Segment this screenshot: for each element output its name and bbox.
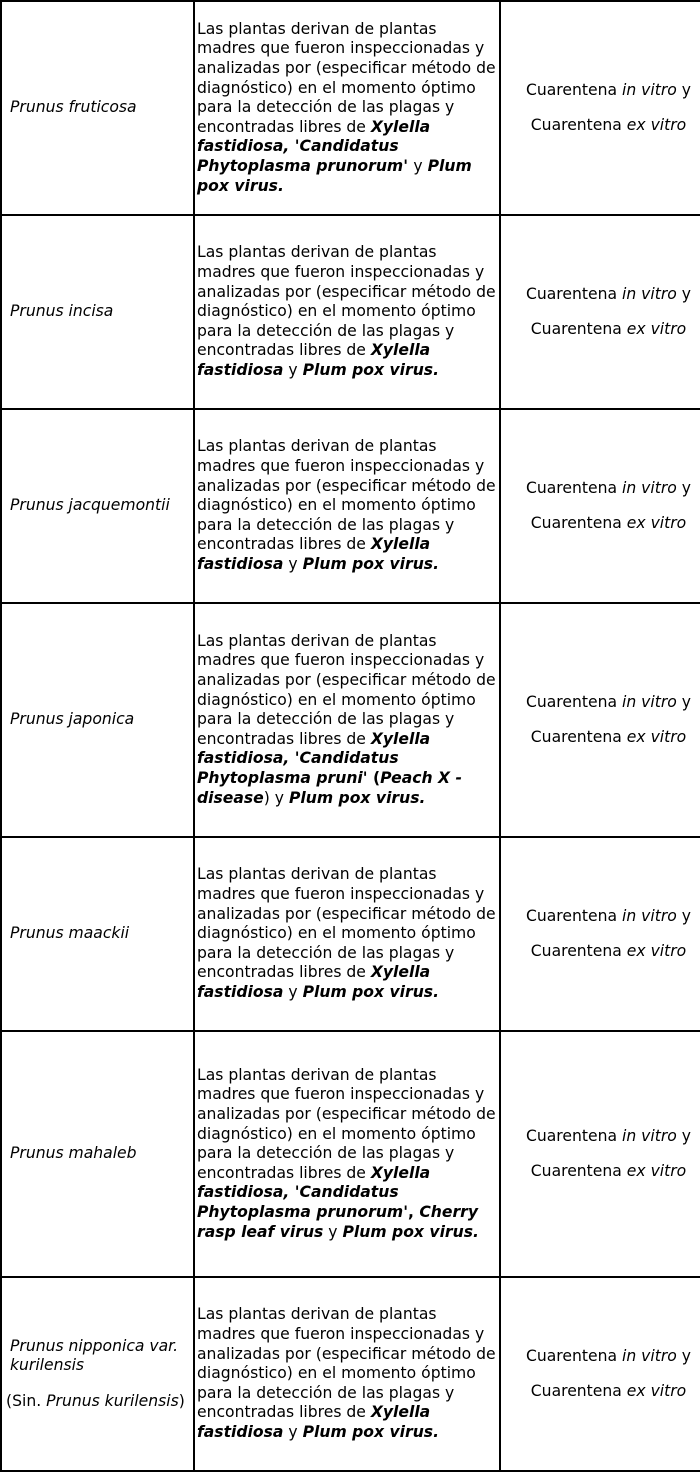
in-vitro-label: in vitro (621, 693, 677, 711)
conjunction: y (681, 81, 691, 99)
pest-name: Xylella fastidiosa, (197, 1163, 431, 1202)
pest-name: Plum pox virus. (288, 788, 426, 807)
ex-vitro-label: ex vitro (626, 320, 687, 338)
quarantine-label: Cuarentena (525, 81, 618, 99)
conjunction: y (681, 285, 691, 303)
species-cell (1, 837, 194, 1031)
pest-name: Plum pox virus. (197, 156, 472, 195)
ex-vitro-label: ex vitro (626, 1162, 687, 1180)
pest-name: y (283, 1422, 303, 1441)
quarantine-in-vitro (501, 471, 700, 506)
pest-name: ' ( (362, 768, 381, 787)
pest-name: Plum pox virus. (302, 360, 440, 379)
pest-name: ' (289, 749, 300, 768)
pest-name: Plum pox virus. (302, 982, 440, 1001)
pest-name: y (283, 360, 303, 379)
requirement-text: Las plantas derivan de plantas madres que fueron inspeccionadas y analizadas por (especificar método de diagnóstico) en el momento óptimo para la detección de las plagas y encontradas libres de (197, 1305, 496, 1422)
in-vitro-label: in vitro (621, 479, 677, 497)
ex-vitro-label: ex vitro (626, 1382, 687, 1400)
table-row (1, 1, 700, 215)
ex-vitro-label: ex vitro (626, 728, 687, 746)
quarantine-in-vitro (501, 1119, 700, 1154)
quarantine-ex-vitro (501, 108, 700, 143)
quarantine-label: Cuarentena (530, 942, 622, 960)
quarantine-cell (500, 1, 700, 215)
table-row (1, 409, 700, 603)
pest-name: Plum pox virus. (302, 1422, 440, 1441)
in-vitro-label: in vitro (621, 1347, 677, 1365)
quarantine-label: Cuarentena (530, 116, 622, 134)
in-vitro-label: in vitro (621, 285, 677, 303)
in-vitro-label: in vitro (621, 81, 677, 99)
pest-name: Xylella fastidiosa (197, 535, 431, 573)
requirement-cell (194, 215, 500, 409)
pest-name: y (413, 156, 428, 175)
quarantine-cell (500, 1277, 700, 1471)
quarantine-label: Cuarentena (525, 285, 618, 303)
species-cell (1, 409, 194, 603)
pest-name: y (323, 1222, 343, 1241)
quarantine-cell (500, 837, 700, 1031)
species-cell (1, 603, 194, 837)
pest-name: Cherry rasp leaf virus (197, 1202, 478, 1241)
conjunction: y (681, 1127, 691, 1145)
synonym-name: Prunus kurilensis (46, 1391, 179, 1410)
species-cell (1, 1031, 194, 1277)
requirement-text: Las plantas derivan de plantas madres que fueron inspeccionadas y analizadas por (especificar método de diagnóstico) en el momento óptimo para la detección de las plagas y encontradas libres de (197, 865, 496, 982)
quarantine-in-vitro (501, 277, 700, 312)
requirement-cell (194, 409, 500, 603)
quarantine-ex-vitro (501, 312, 700, 347)
requirement-text: Las plantas derivan de plantas madres que fueron inspeccionadas y analizadas por (especificar método de diagnóstico) en el momento óptimo para la detección de las plagas y encontradas libres de (197, 19, 496, 136)
pest-name: Plum pox virus. (302, 554, 440, 573)
quarantine-cell (500, 215, 700, 409)
quarantine-in-vitro (501, 899, 700, 934)
quarantine-label: Cuarentena (530, 320, 622, 338)
pest-name: Candidatus Phytoplasma prunorum (197, 137, 404, 175)
pest-name: Xylella fastidiosa, (197, 729, 431, 768)
ex-vitro-label: ex vitro (626, 514, 687, 532)
quarantine-label: Cuarentena (525, 907, 618, 925)
conjunction: y (681, 1347, 691, 1365)
quarantine-in-vitro (501, 1339, 700, 1374)
quarantine-ex-vitro (501, 720, 700, 755)
table-row (1, 215, 700, 409)
pest-name: ) y (263, 788, 289, 807)
quarantine-in-vitro (501, 685, 700, 720)
in-vitro-label: in vitro (621, 1127, 677, 1145)
species-name: Prunus fruticosa (10, 98, 137, 117)
quarantine-cell (500, 409, 700, 603)
conjunction: y (681, 907, 691, 925)
pest-name: Xylella fastidiosa (197, 341, 431, 379)
quarantine-label: Cuarentena (530, 514, 622, 532)
pest-name: Plum pox virus. (342, 1222, 479, 1241)
pest-name: ' (289, 137, 300, 156)
quarantine-cell (500, 603, 700, 837)
conjunction: y (681, 479, 691, 497)
requirement-cell (194, 1, 500, 215)
pest-name: ' (289, 1183, 300, 1202)
table-row (1, 1031, 700, 1277)
quarantine-label: Cuarentena (530, 1162, 622, 1180)
conjunction: y (681, 693, 691, 711)
species-name: Prunus nipponica var. kurilensis (10, 1336, 179, 1375)
quarantine-label: Cuarentena (525, 1347, 618, 1365)
in-vitro-label: in vitro (621, 907, 677, 925)
requirement-text: Las plantas derivan de plantas madres que fueron inspeccionadas y analizadas por (especificar método de diagnóstico) en el momento óptimo para la detección de las plagas y encontradas libres de (197, 1065, 496, 1182)
quarantine-label: Cuarentena (525, 1127, 618, 1145)
pest-name: ', (403, 1202, 420, 1221)
synonym-prefix: (Sin. (6, 1391, 47, 1410)
species-cell (1, 1, 194, 215)
pest-name: Xylella fastidiosa (197, 963, 431, 1001)
pest-name: Candidatus Phytoplasma pruni (197, 749, 399, 787)
species-name: Prunus mahaleb (10, 1144, 137, 1163)
quarantine-label: Cuarentena (530, 1382, 622, 1400)
requirement-text: Las plantas derivan de plantas madres que fueron inspeccionadas y analizadas por (especificar método de diagnóstico) en el momento óptimo para la detección de las plagas y encontradas libres de (197, 243, 496, 360)
quarantine-label: Cuarentena (530, 728, 622, 746)
pest-name: ' (403, 156, 414, 175)
species-cell (1, 215, 194, 409)
requirement-cell (194, 1277, 500, 1471)
pest-name: Xylella fastidiosa (197, 1403, 431, 1441)
quarantine-label: Cuarentena (525, 479, 618, 497)
species-name: Prunus jacquemontii (10, 496, 170, 515)
ex-vitro-label: ex vitro (626, 942, 687, 960)
requirement-text: Las plantas derivan de plantas madres que fueron inspeccionadas y analizadas por (especificar método de diagnóstico) en el momento óptimo para la detección de las plagas y encontradas libres de (197, 631, 496, 748)
requirement-text: Las plantas derivan de plantas madres que fueron inspeccionadas y analizadas por (especificar método de diagnóstico) en el momento óptimo para la detección de las plagas y encontradas libres de (197, 437, 496, 554)
species-name: Prunus japonica (10, 710, 135, 729)
requirement-cell (194, 603, 500, 837)
quarantine-ex-vitro (501, 1154, 700, 1189)
table-row (1, 603, 700, 837)
ex-vitro-label: ex vitro (626, 116, 687, 134)
pest-name: Peach X - disease (197, 768, 462, 807)
requirement-cell (194, 1031, 500, 1277)
table-row (1, 837, 700, 1031)
quarantine-in-vitro (501, 73, 700, 108)
quarantine-cell (500, 1031, 700, 1277)
pest-name: Candidatus Phytoplasma prunorum (197, 1183, 404, 1221)
pest-name: Xylella fastidiosa, (197, 117, 431, 156)
species-cell (1, 1277, 194, 1471)
species-synonym (6, 1392, 193, 1412)
quarantine-label: Cuarentena (525, 693, 618, 711)
species-name: Prunus incisa (10, 302, 114, 321)
requirement-cell (194, 837, 500, 1031)
synonym-suffix: ) (178, 1391, 185, 1410)
table-body (1, 1, 700, 1471)
pest-name: y (283, 982, 303, 1001)
species-name: Prunus maackii (10, 924, 130, 943)
table-row (1, 1277, 700, 1471)
quarantine-ex-vitro (501, 506, 700, 541)
quarantine-ex-vitro (501, 1374, 700, 1409)
pest-name: y (283, 554, 303, 573)
quarantine-ex-vitro (501, 934, 700, 969)
